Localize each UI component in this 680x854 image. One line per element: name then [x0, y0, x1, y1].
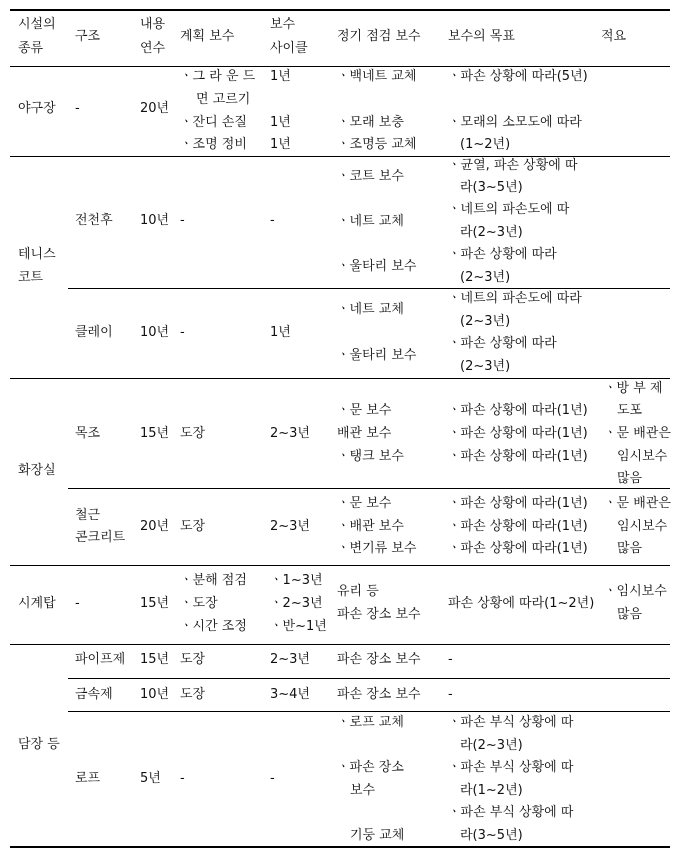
fence-rope-regular-4: 기둥 교체	[350, 828, 405, 843]
restroom-rc-planned: 도장	[180, 519, 206, 534]
clock-cycle-1: ㆍ1~3년	[270, 573, 323, 588]
restroom-rc-cycle: 2~3년	[270, 519, 310, 534]
restroom-wood-goal-3: ㆍ파손 상황에 따라(1년)	[448, 449, 588, 464]
tennis-clay-goal-3: ㆍ파손 상황에 따라	[448, 336, 557, 351]
fence-rope-life: 5년	[140, 771, 161, 786]
tennis-clay-planned: -	[180, 325, 185, 340]
header-remark: 적요	[601, 29, 627, 44]
row-rule-fence-metal	[68, 711, 670, 712]
tennis-hard-goal-4: 라(2~3년)	[460, 225, 523, 240]
header-life-l2: 연수	[140, 41, 166, 56]
fence-metal-goal: -	[448, 687, 453, 702]
row-rule-restroom-sub	[68, 488, 670, 489]
tennis-hard-cycle: -	[270, 213, 275, 228]
clock-remark-2: 많음	[617, 607, 643, 622]
header-type-l2: 종류	[18, 41, 44, 56]
fence-rope-regular-2: ㆍ파손 장소	[337, 760, 404, 775]
row-rule-fence-pipe	[68, 678, 670, 679]
fence-pipe-planned: 도장	[180, 652, 206, 667]
fence-metal-cycle: 3~4년	[270, 687, 310, 702]
tennis-type-l2: 코트	[18, 270, 44, 285]
restroom-wood-structure: 목조	[75, 426, 101, 441]
restroom-wood-goal-2: ㆍ파손 상황에 따라(1년)	[448, 426, 588, 441]
restroom-wood-regular-2: 배관 보수	[337, 426, 392, 441]
fence-rope-regular-3: 보수	[350, 783, 376, 798]
tennis-clay-goal-1: ㆍ네트의 파손도에 따라	[448, 291, 582, 306]
fence-pipe-goal: -	[448, 652, 453, 667]
header-goal: 보수의 목표	[448, 29, 515, 44]
baseball-planned-3: ㆍ잔디 손질	[180, 115, 247, 130]
fence-pipe-regular: 파손 장소 보수	[337, 652, 421, 667]
fence-rope-goal-5: ㆍ파손 부식 상황에 따	[448, 805, 574, 820]
row-rule-baseball	[10, 156, 670, 157]
restroom-type: 화장실	[18, 463, 56, 478]
baseball-planned-4: ㆍ조명 정비	[180, 137, 247, 152]
baseball-cycle-3: 1년	[270, 137, 291, 152]
header-planned: 계획 보수	[180, 29, 235, 44]
fence-rope-planned: -	[180, 771, 185, 786]
header-cycle-l2: 사이클	[270, 41, 308, 56]
header-rule	[10, 66, 670, 67]
clock-goal: 파손 상황에 따라(1~2년)	[448, 596, 595, 611]
restroom-rc-remark-2: 임시보수	[617, 519, 668, 534]
clock-regular-1: 유리 등	[337, 584, 379, 599]
fence-pipe-structure: 파이프제	[75, 652, 126, 667]
restroom-wood-remark-2: 도포	[617, 403, 643, 418]
restroom-wood-planned: 도장	[180, 426, 206, 441]
tennis-clay-goal-2: (2~3년)	[460, 314, 511, 329]
baseball-goal-2: ㆍ모래의 소모도에 따라	[448, 115, 582, 130]
restroom-rc-regular-2: ㆍ배관 보수	[337, 519, 404, 534]
baseball-regular-2: ㆍ모래 보충	[337, 115, 404, 130]
row-rule-tennis	[10, 378, 670, 379]
restroom-rc-remark-1: ㆍ문 배관은	[604, 496, 671, 511]
table-top-rule	[10, 9, 670, 11]
header-regular: 정기 점검 보수	[337, 29, 421, 44]
baseball-planned-2: 면 고르기	[196, 92, 251, 107]
tennis-clay-life: 10년	[140, 325, 170, 340]
baseball-cycle-2: 1년	[270, 115, 291, 130]
baseball-life: 20년	[140, 101, 170, 116]
table-bottom-rule	[10, 846, 670, 848]
baseball-structure: -	[75, 101, 80, 116]
header-cycle-l1: 보수	[270, 17, 296, 32]
baseball-type: 야구장	[18, 101, 56, 116]
clock-planned-1: ㆍ분해 점검	[180, 573, 247, 588]
header-life-l1: 내용	[140, 17, 166, 32]
clock-planned-2: ㆍ도장	[180, 596, 218, 611]
fence-metal-structure: 금속제	[75, 687, 113, 702]
restroom-wood-goal-1: ㆍ파손 상황에 따라(1년)	[448, 403, 588, 418]
restroom-wood-remark-3: ㆍ문 배관은	[604, 426, 671, 441]
fence-metal-life: 10년	[140, 687, 170, 702]
fence-rope-goal-4: 라(1~2년)	[460, 783, 523, 798]
fence-type: 담장 등	[18, 737, 60, 752]
fence-rope-goal-1: ㆍ파손 부식 상황에 따	[448, 715, 574, 730]
restroom-wood-regular-3: ㆍ탱크 보수	[337, 449, 404, 464]
restroom-rc-regular-3: ㆍ변기류 보수	[337, 541, 417, 556]
tennis-clay-structure: 클레이	[75, 325, 113, 340]
baseball-planned-1: ㆍ그 라 운 드	[180, 69, 256, 84]
restroom-wood-remark-5: 많음	[617, 471, 643, 486]
fence-rope-structure: 로프	[75, 771, 101, 786]
tennis-hard-life: 10년	[140, 213, 170, 228]
row-rule-tennis-sub	[68, 288, 670, 289]
fence-pipe-life: 15년	[140, 652, 170, 667]
restroom-rc-remark-3: 많음	[617, 541, 643, 556]
tennis-hard-goal-5: ㆍ파손 상황에 따라	[448, 247, 557, 262]
tennis-hard-regular-2: ㆍ네트 교체	[337, 214, 404, 229]
restroom-wood-cycle: 2~3년	[270, 426, 310, 441]
clock-planned-3: ㆍ시간 조정	[180, 619, 247, 634]
tennis-type-l1: 테니스	[18, 247, 56, 262]
baseball-cycle-1: 1년	[270, 69, 291, 84]
clock-cycle-2: ㆍ2~3년	[270, 596, 323, 611]
tennis-clay-cycle: 1년	[270, 325, 291, 340]
fence-metal-regular: 파손 장소 보수	[337, 687, 421, 702]
restroom-rc-structure-l1: 철근	[75, 508, 101, 523]
clock-type: 시계탑	[18, 596, 56, 611]
tennis-hard-planned: -	[180, 213, 185, 228]
restroom-rc-goal-2: ㆍ파손 상황에 따라(1년)	[448, 519, 588, 534]
restroom-wood-regular-1: ㆍ문 보수	[337, 403, 392, 418]
restroom-wood-remark-1: ㆍ방 부 제	[604, 381, 663, 396]
fence-rope-goal-3: ㆍ파손 부식 상황에 따	[448, 760, 574, 775]
baseball-regular-3: ㆍ조명등 교체	[337, 137, 417, 152]
tennis-hard-goal-1: ㆍ균열, 파손 상황에 따	[448, 158, 578, 173]
baseball-goal-1: ㆍ파손 상황에 따라(5년)	[448, 69, 588, 84]
header-type-l1: 시설의	[18, 17, 56, 32]
clock-structure: -	[75, 596, 80, 611]
tennis-clay-regular-2: ㆍ울타리 보수	[337, 348, 417, 363]
tennis-hard-goal-3: ㆍ네트의 파손도에 따	[448, 202, 570, 217]
restroom-rc-goal-3: ㆍ파손 상황에 따라(1년)	[448, 541, 588, 556]
restroom-wood-remark-4: 임시보수	[617, 449, 668, 464]
tennis-clay-regular-1: ㆍ네트 교체	[337, 302, 404, 317]
tennis-hard-regular-3: ㆍ울타리 보수	[337, 259, 417, 274]
tennis-hard-goal-2: 라(3~5년)	[460, 180, 523, 195]
row-rule-restroom	[10, 565, 670, 566]
restroom-rc-life: 20년	[140, 519, 170, 534]
fence-rope-goal-6: 라(3~5년)	[460, 828, 523, 843]
restroom-rc-structure-l2: 콘크리트	[75, 530, 126, 545]
restroom-rc-goal-1: ㆍ파손 상황에 따라(1년)	[448, 496, 588, 511]
fence-rope-cycle: -	[270, 771, 275, 786]
tennis-hard-regular-1: ㆍ코트 보수	[337, 169, 404, 184]
baseball-regular-1: ㆍ백네트 교체	[337, 69, 417, 84]
baseball-goal-3: (1~2년)	[460, 137, 511, 152]
clock-cycle-3: ㆍ반~1년	[270, 619, 327, 634]
row-rule-clock	[10, 644, 670, 645]
tennis-clay-goal-4: (2~3년)	[460, 359, 511, 374]
restroom-rc-regular-1: ㆍ문 보수	[337, 496, 392, 511]
clock-life: 15년	[140, 596, 170, 611]
restroom-wood-life: 15년	[140, 426, 170, 441]
header-structure: 구조	[75, 29, 101, 44]
fence-pipe-cycle: 2~3년	[270, 652, 310, 667]
tennis-hard-structure: 전천후	[75, 213, 113, 228]
fence-rope-goal-2: 라(2~3년)	[460, 738, 523, 753]
clock-remark-1: ㆍ임시보수	[604, 584, 667, 599]
fence-rope-regular-1: ㆍ로프 교체	[337, 715, 404, 730]
fence-metal-planned: 도장	[180, 687, 206, 702]
tennis-hard-goal-6: (2~3년)	[460, 270, 511, 285]
clock-regular-2: 파손 장소 보수	[337, 607, 421, 622]
